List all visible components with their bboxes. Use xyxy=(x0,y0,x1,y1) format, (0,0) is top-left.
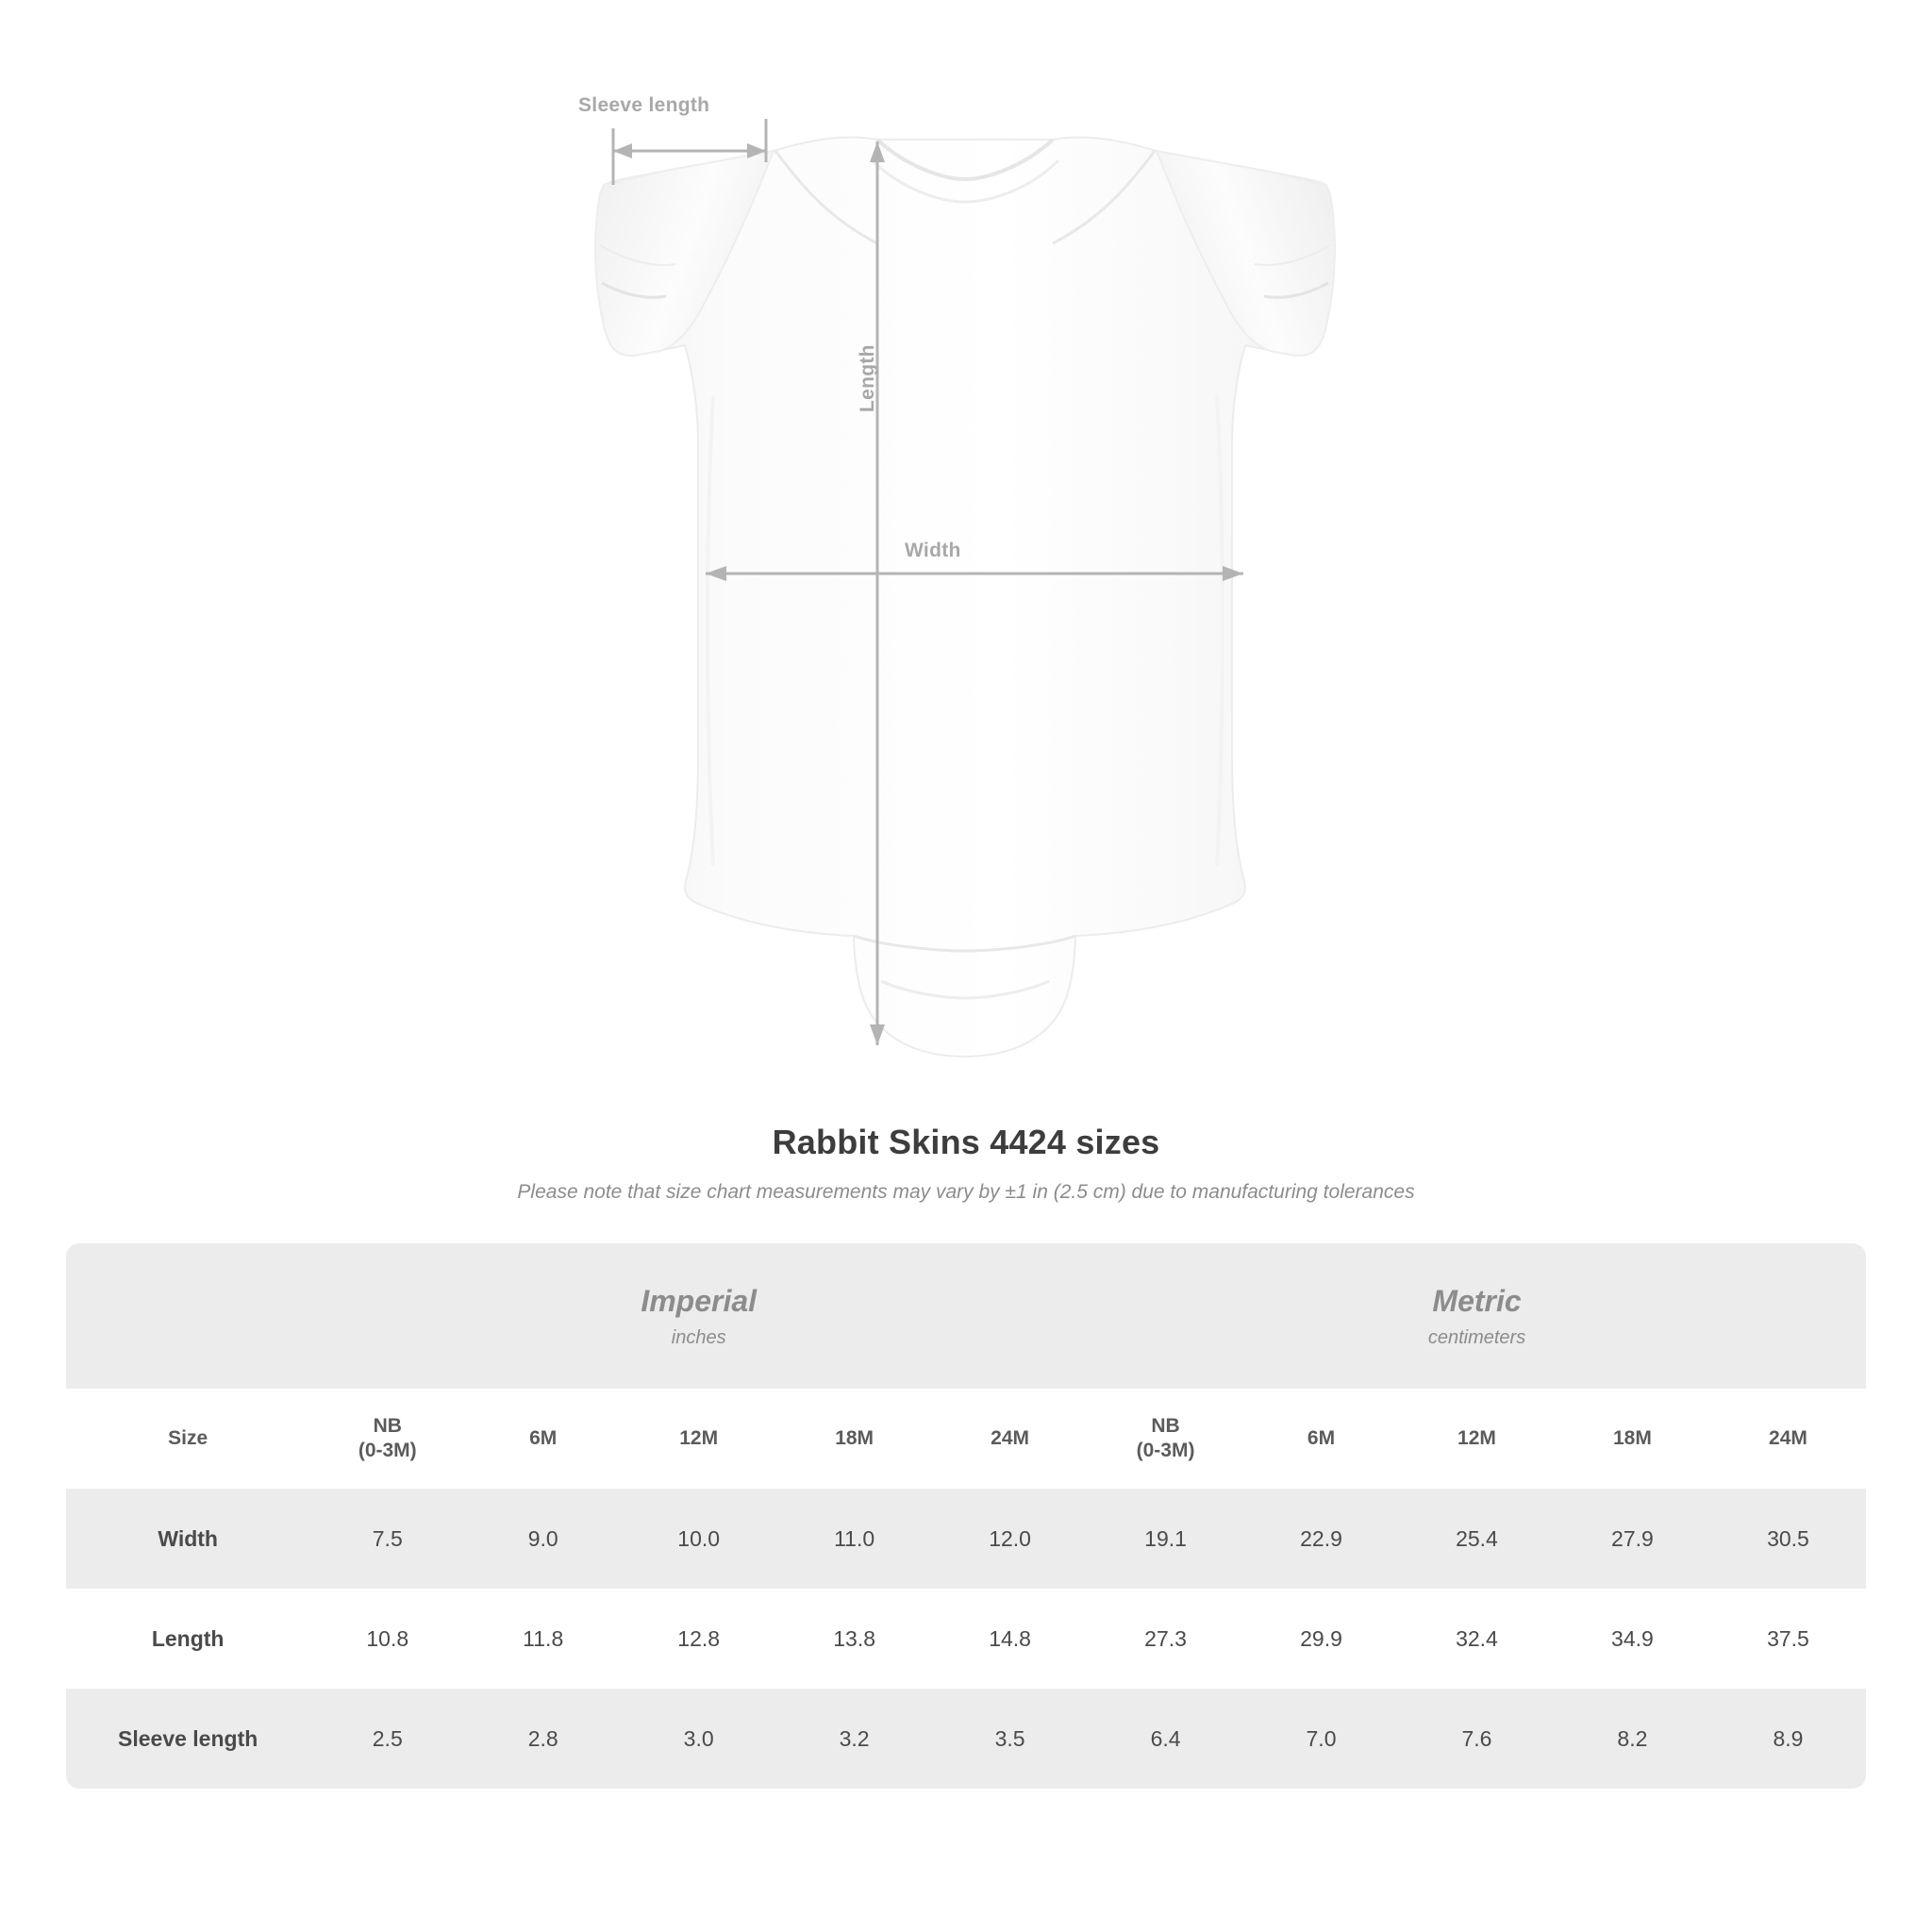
unit-group-metric-name: Metric xyxy=(1432,1284,1522,1319)
size-column-12m-metric: 12M xyxy=(1399,1389,1555,1489)
cell-length-12m-cm: 32.4 xyxy=(1399,1589,1555,1689)
size-table xyxy=(66,1243,1866,1789)
row-label-width: Width xyxy=(66,1489,309,1589)
size-column-nb-metric: NB (0-3M) xyxy=(1088,1389,1243,1489)
unit-group-metric xyxy=(1088,1243,1866,1389)
size-column-nb-imperial: NB (0-3M) xyxy=(309,1389,465,1489)
cell-width-12m-cm: 25.4 xyxy=(1399,1489,1555,1589)
title-block xyxy=(0,1123,1932,1204)
cell-width-12m-in: 10.0 xyxy=(621,1489,776,1589)
size-column-24m-metric: 24M xyxy=(1710,1389,1866,1489)
cell-length-24m-cm: 37.5 xyxy=(1710,1589,1866,1689)
unit-group-imperial-name: Imperial xyxy=(641,1284,758,1319)
sleeve-length-label: Sleeve length xyxy=(578,94,710,116)
unit-group-imperial xyxy=(309,1243,1088,1389)
size-column-18m-metric: 18M xyxy=(1555,1389,1710,1489)
cell-length-6m-cm: 29.9 xyxy=(1243,1589,1399,1689)
cell-sleeve-nb-cm: 6.4 xyxy=(1088,1689,1243,1789)
cell-length-18m-cm: 34.9 xyxy=(1555,1589,1710,1689)
size-header-row xyxy=(66,1389,1866,1489)
cell-width-24m-cm: 30.5 xyxy=(1710,1489,1866,1589)
size-column-24m-imperial: 24M xyxy=(932,1389,1088,1489)
unit-group-imperial-sub: inches xyxy=(671,1326,726,1348)
size-column-6m-imperial: 6M xyxy=(465,1389,621,1489)
unit-header-row xyxy=(66,1243,1866,1389)
cell-length-nb-cm: 27.3 xyxy=(1088,1589,1243,1689)
cell-sleeve-24m-cm: 8.9 xyxy=(1710,1689,1866,1789)
cell-length-12m-in: 12.8 xyxy=(621,1589,776,1689)
cell-sleeve-12m-in: 3.0 xyxy=(621,1689,776,1789)
cell-length-6m-in: 11.8 xyxy=(465,1589,621,1689)
table-row xyxy=(66,1489,1866,1589)
cell-sleeve-18m-in: 3.2 xyxy=(776,1689,932,1789)
row-label-sleeve-length: Sleeve length xyxy=(66,1689,309,1789)
unit-header-spacer xyxy=(66,1243,309,1389)
size-column-6m-metric: 6M xyxy=(1243,1389,1399,1489)
cell-length-18m-in: 13.8 xyxy=(776,1589,932,1689)
cell-length-24m-in: 14.8 xyxy=(932,1589,1088,1689)
width-label: Width xyxy=(905,540,961,561)
tolerance-note: Please note that size chart measurements may vary by ±1 in (2.5 cm) due to manufacturing tolerances xyxy=(517,1181,1415,1203)
row-label-length: Length xyxy=(66,1589,309,1689)
size-header-cell: Size xyxy=(66,1389,309,1489)
cell-sleeve-6m-cm: 7.0 xyxy=(1243,1689,1399,1789)
cell-sleeve-6m-in: 2.8 xyxy=(465,1689,621,1789)
length-label: Length xyxy=(857,344,878,412)
cell-width-18m-cm: 27.9 xyxy=(1555,1489,1710,1589)
page-title: Rabbit Skins 4424 sizes xyxy=(772,1123,1160,1161)
cell-length-nb-in: 10.8 xyxy=(309,1589,465,1689)
cell-width-6m-in: 9.0 xyxy=(465,1489,621,1589)
cell-width-nb-in: 7.5 xyxy=(309,1489,465,1589)
cell-sleeve-nb-in: 2.5 xyxy=(309,1689,465,1789)
size-table-wrapper xyxy=(66,1243,1866,1789)
cell-sleeve-18m-cm: 8.2 xyxy=(1555,1689,1710,1789)
cell-width-18m-in: 11.0 xyxy=(776,1489,932,1589)
cell-sleeve-12m-cm: 7.6 xyxy=(1399,1689,1555,1789)
cell-width-nb-cm: 19.1 xyxy=(1088,1489,1243,1589)
table-row xyxy=(66,1689,1866,1789)
size-column-12m-imperial: 12M xyxy=(621,1389,776,1489)
size-column-18m-imperial: 18M xyxy=(776,1389,932,1489)
cell-sleeve-24m-in: 3.5 xyxy=(932,1689,1088,1789)
cell-width-6m-cm: 22.9 xyxy=(1243,1489,1399,1589)
table-row xyxy=(66,1589,1866,1689)
cell-width-24m-in: 12.0 xyxy=(932,1489,1088,1589)
unit-group-metric-sub: centimeters xyxy=(1427,1326,1526,1348)
